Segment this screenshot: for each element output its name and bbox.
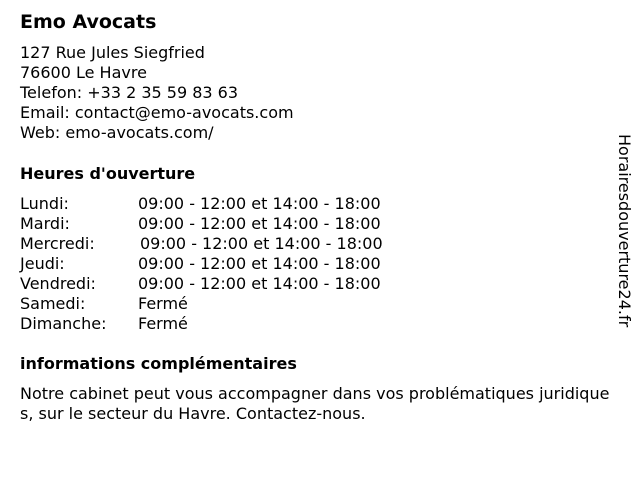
day-label: Lundi:: [20, 194, 69, 213]
hours-row-thursday: [20, 254, 440, 274]
day-label: Dimanche:: [20, 314, 107, 333]
time-value: 09:00 - 12:00 et 14:00 - 18:00: [138, 274, 381, 293]
street-address: 127 Rue Jules Siegfried: [20, 43, 205, 62]
time-value: 09:00 - 12:00 et 14:00 - 18:00: [138, 254, 381, 273]
opening-hours-heading: Heures d'ouverture: [20, 164, 196, 183]
hours-row-sunday: [20, 314, 440, 334]
email-line: Email: contact@emo-avocats.com: [20, 103, 294, 122]
day-label: Samedi:: [20, 294, 86, 313]
site-watermark: Horairesdouverture24.fr: [615, 134, 634, 328]
time-value: Fermé: [138, 314, 188, 333]
hours-row-saturday: [20, 294, 440, 314]
day-label: Vendredi:: [20, 274, 96, 293]
time-value: 09:00 - 12:00 et 14:00 - 18:00: [138, 194, 381, 213]
time-value: Fermé: [138, 294, 188, 313]
day-label: Mercredi:: [20, 234, 95, 253]
hours-row-monday: [20, 194, 440, 214]
hours-row-wednesday: [20, 234, 440, 254]
day-label: Jeudi:: [20, 254, 65, 273]
time-value: 09:00 - 12:00 et 14:00 - 18:00: [140, 234, 383, 253]
city-address: 76600 Le Havre: [20, 63, 147, 82]
hours-row-friday: [20, 274, 440, 294]
day-label: Mardi:: [20, 214, 70, 233]
phone-line: Telefon: +33 2 35 59 83 63: [20, 83, 239, 102]
opening-hours-table: [20, 194, 440, 334]
time-value: 09:00 - 12:00 et 14:00 - 18:00: [138, 214, 381, 233]
contact-block: [20, 43, 294, 143]
additional-info-heading: informations complémentaires: [20, 354, 297, 373]
hours-row-tuesday: [20, 214, 440, 234]
web-line: Web: emo-avocats.com/: [20, 123, 214, 142]
additional-info-text: Notre cabinet peut vous accompagner dans vos problématiques juridiques, sur le secteur du Havre. Contactez-nous.: [20, 384, 610, 423]
business-name: Emo Avocats: [20, 11, 157, 33]
